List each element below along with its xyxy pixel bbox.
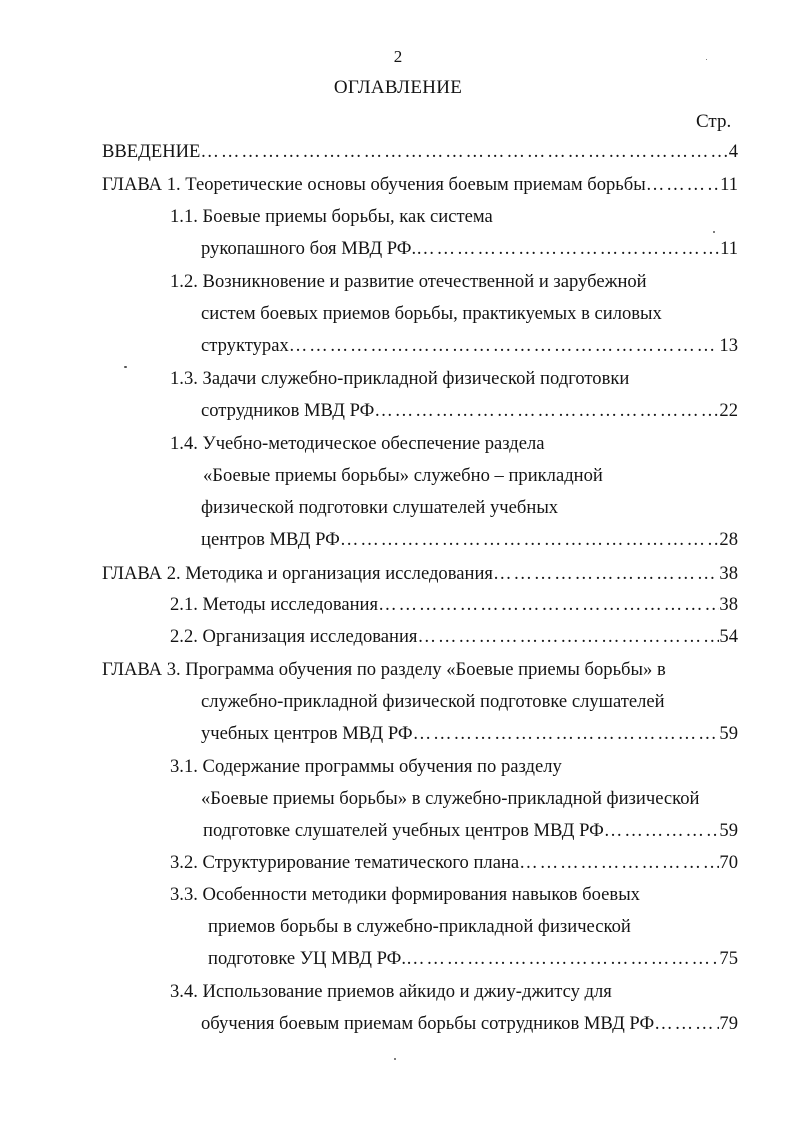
toc-page-number: 38 bbox=[719, 594, 738, 615]
toc-entry-1-2-line-2: систем боевых приемов борьбы, практикуемых в силовых bbox=[201, 303, 662, 324]
toc-entry-3-1-line-1: 3.1. Содержание программы обучения по разделу bbox=[170, 756, 562, 777]
toc-entry-text: сотрудников МВД РФ bbox=[201, 400, 375, 421]
page-number: 2 bbox=[393, 47, 403, 66]
scan-speck bbox=[713, 231, 715, 233]
leader-dots bbox=[413, 723, 720, 745]
leader-dots bbox=[406, 948, 719, 970]
toc-entry-chapter-3-line-3 bbox=[201, 723, 738, 745]
toc-entry-text: 2.1. Методы исследования bbox=[170, 594, 379, 615]
toc-page-number: 59 bbox=[719, 820, 738, 841]
toc-entry-3-2 bbox=[170, 852, 738, 874]
toc-entry-1-2-line-1: 1.2. Возникновение и развитие отечественной и зарубежной bbox=[170, 271, 647, 292]
toc-entry-text: центров МВД РФ bbox=[201, 529, 340, 550]
leader-dots bbox=[374, 400, 719, 422]
leader-dots bbox=[654, 1013, 719, 1035]
toc-entry-1-4-line-1: 1.4. Учебно-методическое обеспечение раздела bbox=[170, 433, 545, 454]
toc-page-number: 28 bbox=[719, 529, 738, 550]
toc-entry-3-1-line-3 bbox=[203, 820, 738, 842]
toc-entry-text: ВВЕДЕНИЕ bbox=[102, 141, 201, 162]
toc-entry-1-1-line-2 bbox=[201, 238, 738, 260]
toc-page-number: 38 bbox=[719, 563, 738, 584]
toc-entry-chapter-1 bbox=[102, 174, 738, 196]
toc-entry-chapter-2 bbox=[102, 563, 738, 585]
scan-speck bbox=[124, 366, 127, 368]
leader-dots bbox=[604, 820, 720, 842]
toc-entry-2-2 bbox=[170, 626, 738, 648]
toc-entry-1-3-line-1: 1.3. Задачи служебно-прикладной физической подготовки bbox=[170, 368, 630, 389]
toc-page-number: 75 bbox=[719, 948, 738, 969]
toc-entry-text: подготовке УЦ МВД РФ. bbox=[208, 948, 406, 969]
toc-entry-3-3-line-3 bbox=[208, 948, 738, 970]
page-column-label: Стр. bbox=[696, 111, 732, 132]
toc-page-number: 79 bbox=[719, 1013, 738, 1034]
toc-page-number: 59 bbox=[719, 723, 738, 744]
toc-entry-3-4-line-1: 3.4. Использование приемов айкидо и джиу-джитсу для bbox=[170, 981, 612, 1002]
page-title: ОГЛАВЛЕНИЕ bbox=[333, 77, 463, 98]
toc-entry-text: ГЛАВА 2. Методика и организация исследования bbox=[102, 563, 493, 584]
toc-page-number: 4 bbox=[728, 141, 738, 162]
toc-entry-3-4-line-2 bbox=[201, 1013, 738, 1035]
toc-page-number: 22 bbox=[719, 400, 738, 421]
scan-speck bbox=[394, 1058, 396, 1060]
scan-speck bbox=[706, 59, 707, 60]
leader-dots bbox=[200, 141, 728, 163]
toc-page-number: 54 bbox=[719, 626, 738, 647]
toc-entry-1-1-line-1: 1.1. Боевые приемы борьбы, как система bbox=[170, 206, 493, 227]
toc-entry-text: структурах bbox=[201, 335, 289, 356]
toc-entry-chapter-3-line-1: ГЛАВА 3. Программа обучения по разделу «Боевые приемы борьбы» в bbox=[102, 659, 666, 680]
leader-dots bbox=[493, 563, 719, 585]
toc-entry-1-4-line-3: физической подготовки слушателей учебных bbox=[201, 497, 559, 518]
toc-entry-1-4-line-4 bbox=[201, 529, 738, 551]
toc-entry-text: ГЛАВА 1. Теоретические основы обучения боевым приемам борьбы bbox=[102, 174, 646, 195]
toc-entry-3-3-line-1: 3.3. Особенности методики формирования навыков боевых bbox=[170, 884, 640, 905]
leader-dots bbox=[646, 174, 720, 196]
toc-entry-text: рукопашного боя МВД РФ. bbox=[201, 238, 417, 259]
leader-dots bbox=[378, 594, 719, 616]
toc-entry-3-1-line-2: «Боевые приемы борьбы» в служебно-прикладной физической bbox=[201, 788, 700, 809]
toc-entry-text: 2.2. Организация исследования bbox=[170, 626, 418, 647]
toc-entry-text: учебных центров МВД РФ bbox=[201, 723, 413, 744]
toc-page-number: 11 bbox=[720, 174, 738, 195]
toc-entry-text: подготовке слушателей учебных центров МВД РФ bbox=[203, 820, 604, 841]
leader-dots bbox=[519, 852, 719, 874]
leader-dots bbox=[417, 626, 719, 648]
toc-entry-1-4-line-2: «Боевые приемы борьбы» служебно – прикладной bbox=[203, 465, 603, 486]
toc-page-number: 70 bbox=[719, 852, 738, 873]
toc-entry-1-2-line-3 bbox=[201, 335, 738, 357]
leader-dots bbox=[416, 238, 720, 260]
toc-entry-text: обучения боевым приемам борьбы сотрудников МВД РФ bbox=[201, 1013, 655, 1034]
toc-page-number: 13 bbox=[719, 335, 738, 356]
toc-entry-1-3-line-2 bbox=[201, 400, 738, 422]
toc-entry-2-1 bbox=[170, 594, 738, 616]
toc-entry-text: 3.2. Структурирование тематического плана bbox=[170, 852, 520, 873]
toc-page-number: 11 bbox=[720, 238, 738, 259]
toc-entry-chapter-3-line-2: служебно-прикладной физической подготовке слушателей bbox=[201, 691, 665, 712]
toc-entry-intro bbox=[102, 141, 738, 163]
leader-dots bbox=[289, 335, 720, 357]
toc-entry-3-3-line-2: приемов борьбы в служебно-прикладной физической bbox=[208, 916, 631, 937]
leader-dots bbox=[340, 529, 720, 551]
